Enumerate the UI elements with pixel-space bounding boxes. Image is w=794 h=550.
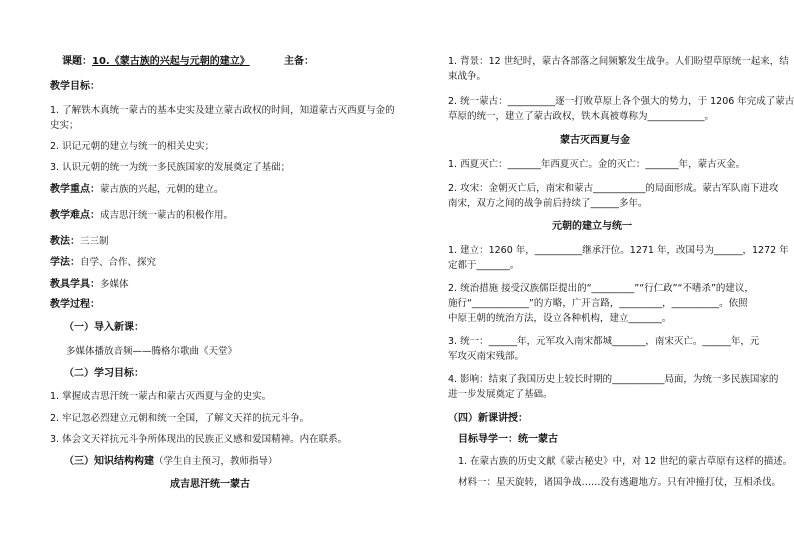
- objective-3: 3. 体会文天祥抗元斗争所体现出的民族正义感和爱国精神。内在联系。: [50, 434, 348, 445]
- fill-blank[interactable]: __________: [671, 298, 720, 309]
- fill-blank[interactable]: ____________: [647, 111, 705, 122]
- fill-blank[interactable]: _______: [645, 159, 679, 170]
- text-segment: 。依照: [719, 298, 748, 309]
- fill-blank[interactable]: ______: [702, 336, 731, 347]
- goal-2: 2. 识记元朝的建立与统一的相关史实；: [50, 141, 215, 152]
- goal-1b: 史实；: [50, 120, 79, 131]
- text-segment: 3. 统一：: [448, 336, 489, 347]
- fill-blank[interactable]: __________: [534, 245, 583, 256]
- section-structure: （三）知识结构构建: [64, 456, 154, 467]
- host-label: 主备：: [284, 56, 314, 67]
- text-segment: ”“行仁政”“不嗜杀”的建议，: [634, 283, 754, 294]
- section-intro: （一）导入新课：: [64, 322, 144, 333]
- item-unify-a: [448, 95, 794, 108]
- item-measures-a: [448, 282, 754, 295]
- fill-blank[interactable]: _______: [612, 336, 646, 347]
- key-points-row: [50, 183, 224, 196]
- intro-text: 多媒体播放音频——腾格尔歌曲《天堂》: [66, 346, 238, 357]
- goals-heading: 教学目标：: [50, 81, 100, 92]
- text-segment: 逐一打败草原上各个强大的势力，于 1206 年完成了蒙古: [555, 96, 794, 107]
- text-segment: 继承汗位。1271 年，改国号为: [582, 245, 714, 256]
- text-segment: 2. 统治措施 接受汉族儒臣提出的“: [448, 283, 592, 294]
- subheading-unify-mongolia: 成吉思汗统一蒙古: [170, 479, 250, 490]
- subheading-conquest: 蒙古灭西夏与金: [560, 135, 630, 146]
- lesson-title-row: [62, 55, 250, 68]
- text-segment: 年，蒙古灭金。: [678, 159, 746, 170]
- section-structure-row: [64, 455, 278, 468]
- lesson-title: 10.《蒙古族的兴起与元朝的建立》: [92, 56, 250, 67]
- item-background-a: 1. 背景：12 世纪时，蒙古各部落之间频繁发生战争。人们盼望草原统一起来，结: [448, 56, 789, 67]
- item-unification-a: [448, 335, 759, 348]
- subheading-yuan: 元朝的建立与统一: [552, 221, 632, 232]
- item-impact-a: [448, 373, 778, 386]
- text-segment: 2. 统一蒙古：: [448, 96, 508, 107]
- process-heading: 教学过程：: [50, 299, 100, 310]
- text-segment: 草原的统一，建立了蒙古政权，铁木真被尊称为: [448, 111, 648, 122]
- text-segment: 施行“: [448, 298, 472, 309]
- objective-2: 2. 牢记忽必烈建立元朝和统一全国，了解文天祥的抗元斗争。: [50, 413, 310, 424]
- text-segment: 南宋，双方之间的战争前后持续了: [448, 198, 591, 209]
- item-impact-b: 进一步发展奠定了基础。: [448, 389, 553, 400]
- text-segment: 1. 建立：1260 年，: [448, 245, 535, 256]
- section-objectives: （二）学习目标：: [64, 368, 144, 379]
- text-segment: 。: [661, 313, 672, 324]
- item-unify-b: [448, 110, 714, 123]
- item-measures-c: [448, 312, 671, 325]
- item-establish-b: [448, 259, 519, 272]
- text-segment: 多年。: [619, 198, 648, 209]
- fill-blank[interactable]: ___________: [612, 374, 665, 385]
- paragraph-1: 1. 在蒙古族的历史文献《蒙古秘史》中，对 12 世纪的蒙古草原有这样的描述。: [458, 456, 793, 467]
- title-label: 课题：: [62, 56, 92, 67]
- item-attack-song-b: [448, 197, 648, 210]
- difficulty-label: 教学难点：: [50, 210, 100, 221]
- study-label: 学法：: [50, 257, 80, 268]
- text-segment: 。: [509, 260, 520, 271]
- material-1: 材料一：星天旋转，诸国争战……没有逃避地方。只有冲撞打仗，互相杀伐。: [458, 477, 782, 488]
- fill-blank[interactable]: ______: [590, 198, 620, 209]
- text-segment: 1. 西夏灭亡：: [448, 159, 508, 170]
- text-segment: ，1272 年: [742, 245, 789, 256]
- item-attack-song-a: [448, 182, 778, 195]
- goal-3: 3. 认识元朝的统一为统一多民族国家的发展奠定了基础；: [50, 162, 291, 173]
- difficulty-row: [50, 209, 233, 222]
- objective-1: 1. 掌握成吉思汗统一蒙古和蒙古灭西夏与金的史实。: [50, 391, 272, 402]
- text-segment: 4. 影响：结束了我国历史上较长时期的: [448, 374, 613, 385]
- section-new-lesson: （四）新课讲授：: [448, 413, 528, 424]
- text-segment: 年，元军攻入南宋都城: [517, 336, 613, 347]
- text-segment: ”的方略，广开言路，: [528, 298, 620, 309]
- item-establish-a: [448, 244, 789, 257]
- fill-blank[interactable]: ______: [713, 245, 743, 256]
- method-row: [50, 235, 109, 248]
- fill-blank[interactable]: _________: [591, 283, 635, 294]
- study-row: [50, 256, 156, 269]
- tools-row: [50, 278, 129, 291]
- item-background-b: 束战争。: [448, 71, 487, 82]
- fill-blank[interactable]: _______: [628, 313, 662, 324]
- fill-blank[interactable]: ______: [488, 336, 518, 347]
- text-segment: ，南宋灭亡。: [645, 336, 703, 347]
- fill-blank[interactable]: ___________: [593, 183, 646, 194]
- study-text: 自学、合作、探究: [80, 257, 157, 268]
- fill-blank[interactable]: _______: [476, 260, 510, 271]
- text-segment: 年西夏灭亡。金的灭亡：: [540, 159, 646, 170]
- text-segment: 。: [704, 111, 715, 122]
- key-label: 教学重点：: [50, 184, 100, 195]
- method-text: 三三制: [80, 236, 109, 247]
- method-label: 教法：: [50, 236, 80, 247]
- text-segment: 年，元: [730, 336, 760, 347]
- goal-1a: 1. 了解铁木真统一蒙古的基本史实及建立蒙古政权的时间，知道蒙古灭西夏与金的: [50, 105, 395, 116]
- text-segment: 中原王朝的统治方法，设立各种机构，建立: [448, 313, 629, 324]
- fill-blank[interactable]: ____________: [471, 298, 529, 309]
- difficulty-text: 成吉思汗统一蒙古的积极作用。: [100, 210, 234, 221]
- text-segment: 2. 攻宋：金朝灭亡后，南宋和蒙古: [448, 183, 594, 194]
- text-segment: 定都于: [448, 260, 477, 271]
- tools-text: 多媒体: [100, 279, 129, 290]
- text-segment: 的局面形成。蒙古军队南下进攻: [645, 183, 779, 194]
- item-unification-b: 军攻灭南宋残部。: [448, 351, 525, 362]
- section-structure-note: （学生自主预习，教师指导）: [154, 456, 278, 467]
- key-text: 蒙古族的兴起，元朝的建立。: [100, 184, 224, 195]
- fill-blank[interactable]: __________: [507, 96, 556, 107]
- text-segment: ，: [662, 298, 672, 309]
- item-xixia: [448, 158, 745, 171]
- fill-blank[interactable]: _________: [619, 298, 663, 309]
- item-measures-b: [448, 297, 748, 310]
- text-segment: 局面，为统一多民族国家的: [664, 374, 779, 385]
- tools-label: 教具学具：: [50, 279, 100, 290]
- fill-blank[interactable]: _______: [507, 159, 541, 170]
- guide-heading-1: 目标导学一：统一蒙古: [458, 434, 558, 445]
